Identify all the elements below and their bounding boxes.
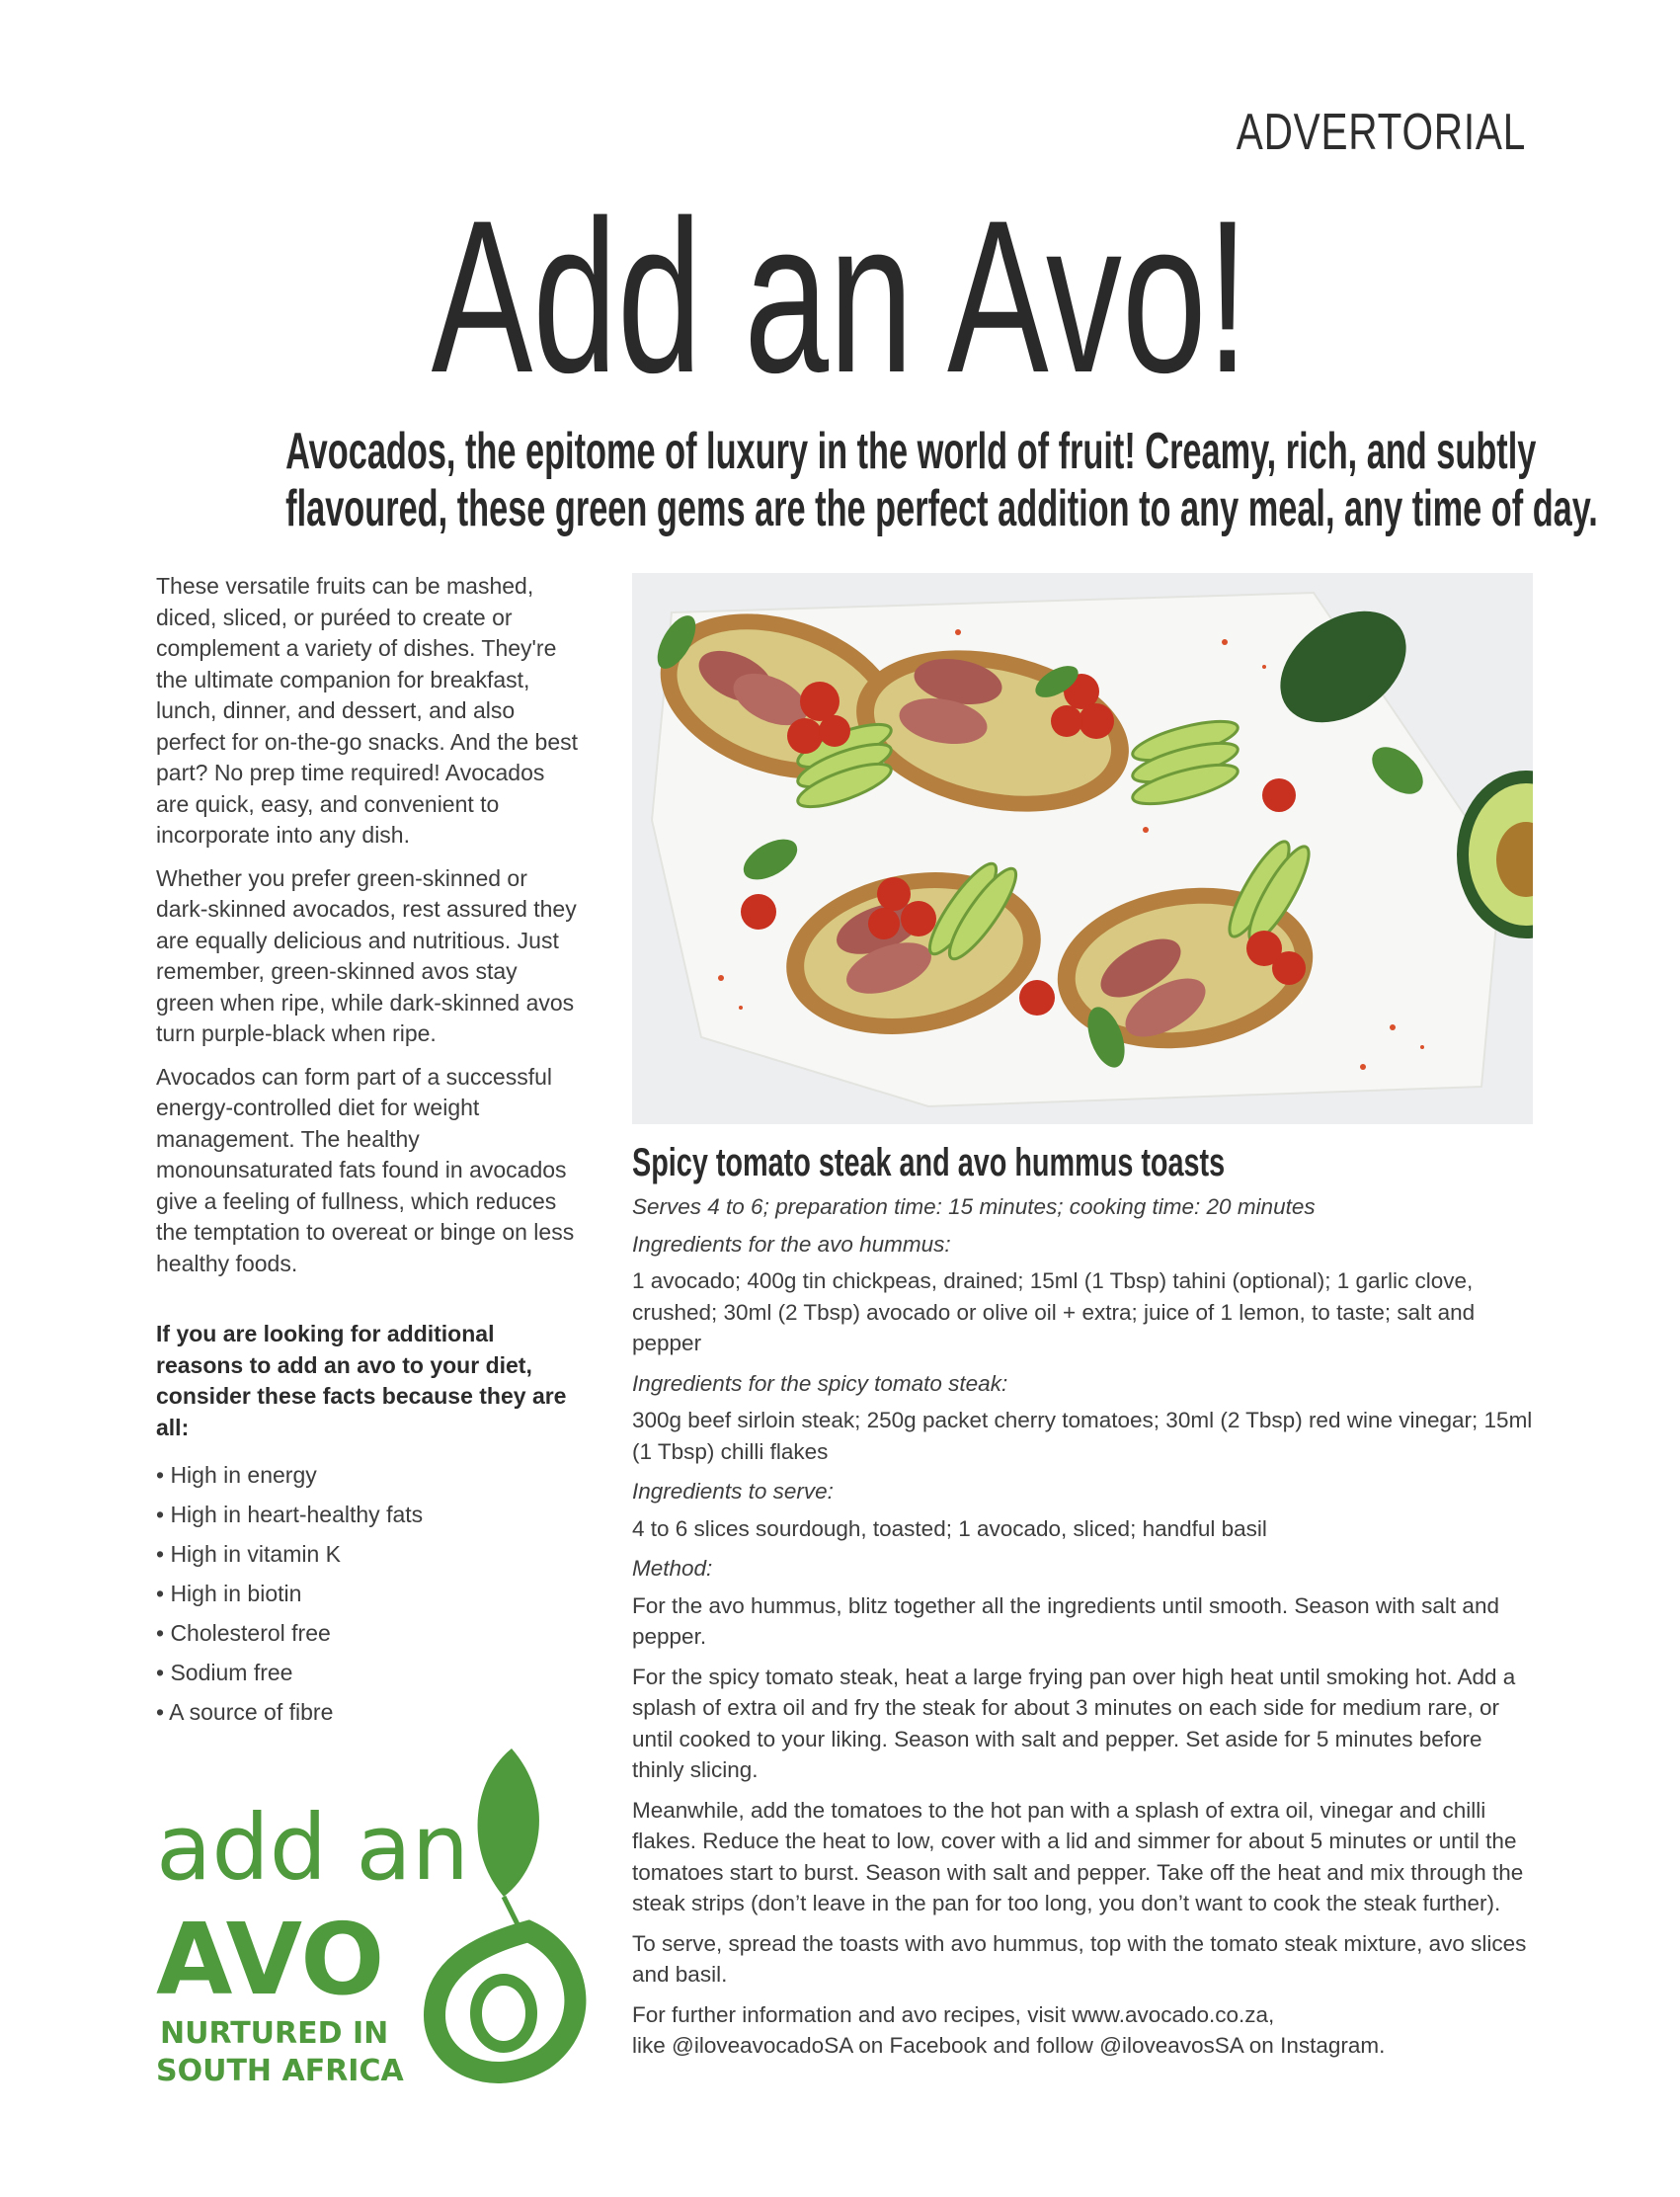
method-step-1: For the avo hummus, blitz together all the ingredients until smooth. Season with salt and pepper. — [632, 1592, 1499, 1649]
method-heading: Method: — [632, 1556, 713, 1581]
further-info-line-2: like @iloveavocadoSA on Facebook and follow @iloveavosSA on Instagram. — [632, 2033, 1386, 2058]
hummus-heading: Ingredients for the avo hummus: — [632, 1231, 951, 1257]
steak-ingredients: 300g beef sirloin steak; 250g packet cherry tomatoes; 30ml (2 Tbsp) red wine vinegar; 15ml (1 Tbsp) chilli flakes — [632, 1408, 1533, 1464]
further-info — [632, 1999, 1533, 2062]
fact-item: • A source of fibre — [156, 1699, 334, 1725]
paragraph-versatile: These versatile fruits can be mashed, diced, sliced, or puréed to create or complement a variety of dishes. They're the ultimate companion for breakfast, lunch, dinner, and dessert, and also perfect for on-the-go snacks. And the best part? No prep time required! Avocados are quick, easy, and convenient to incorporate into any dish. — [156, 573, 579, 848]
fact-item: • Sodium free — [156, 1660, 293, 1685]
serve-ingredients: 4 to 6 slices sourdough, toasted; 1 avocado, sliced; handful basil — [632, 1515, 1267, 1541]
method-step-2: For the spicy tomato steak, heat a large frying pan over high heat until smoking hot. Add a splash of extra oil and fry the steak for about 3 minutes on each side for medium rare, or until cooked to your liking. Season with salt and pepper. Set aside for 5 minutes before thinly slicing. — [632, 1664, 1516, 1782]
fact-item: • High in vitamin K — [156, 1541, 342, 1567]
method-step-4: To serve, spread the toasts with avo hummus, top with the tomato steak mixture, avo slices and basil. — [632, 1930, 1527, 1987]
facts-intro: If you are looking for additional reasons to add an avo to your diet, consider these facts because they are all: — [156, 1321, 567, 1440]
recipe-photo — [632, 573, 1533, 1124]
hummus-ingredients: 1 avocado; 400g tin chickpeas, drained; 15ml (1 Tbsp) tahini (optional); 1 garlic clove, crushed; 30ml (2 Tbsp) avocado or olive oil + extra; juice of 1 lemon, to taste; salt and pepper — [632, 1268, 1476, 1355]
intro-line-1: Avocados, the epitome of luxury in the world of fruit! Creamy, rich, and subtly — [285, 423, 1537, 480]
intro-text — [0, 423, 1680, 537]
page-title: Add an Avo! — [431, 175, 1249, 418]
recipe-title: Spicy tomato steak and avo hummus toasts — [632, 1141, 1226, 1184]
logo-line-1: add an — [156, 1795, 470, 1901]
left-column — [156, 571, 581, 1732]
recipe-serves: Serves 4 to 6; preparation time: 15 minutes; cooking time: 20 minutes — [632, 1194, 1316, 1219]
further-info-line-1: For further information and avo recipes, visit www.avocado.co.za, — [632, 2001, 1275, 2027]
paragraph-diet: Avocados can form part of a successful energy-controlled diet for weight management. The healthy monounsaturated fats found in avocados give a feeling of fullness, which reduces the temptation to overeat or binge on less healthy foods. — [156, 1063, 575, 1276]
logo-line-4: SOUTH AFRICA — [156, 2054, 404, 2088]
fact-item: • High in heart-healthy fats — [156, 1502, 424, 1527]
advertorial-label: ADVERTORIAL — [1236, 104, 1526, 161]
paragraph-skin-types: Whether you prefer green-skinned or dark-skinned avocados, rest assured they are equally delicious and nutritious. Just remember, green-skinned avos stay green when ripe, while dark-skinned avos turn purple-black when ripe. — [156, 864, 577, 1046]
logo-line-2: AVO — [156, 1902, 385, 2017]
steak-heading: Ingredients for the spicy tomato steak: — [632, 1370, 1008, 1396]
fact-item: • High in biotin — [156, 1581, 302, 1606]
add-an-avo-logo — [148, 1739, 602, 2094]
serve-heading: Ingredients to serve: — [632, 1479, 834, 1504]
facts-list — [156, 1455, 581, 1732]
leaf-icon — [478, 1749, 539, 1897]
fact-item: • High in energy — [156, 1462, 317, 1488]
method-step-3: Meanwhile, add the tomatoes to the hot pan with a splash of extra oil, vinegar and chilli flakes. Reduce the heat to low, cover with a lid and simmer for about 5 minutes or until the tomatoes start to burst. Season with salt and pepper. Take off the heat and mix through the steak strips (don’t leave in the pan for too long, you don’t want to cook the steak further). — [632, 1797, 1524, 1915]
logo-line-3: NURTURED IN — [160, 2016, 389, 2051]
intro-line-2: flavoured, these green gems are the perfect addition to any meal, any time of day. — [285, 480, 1598, 537]
recipe-column — [632, 1134, 1533, 2071]
fact-item: • Cholesterol free — [156, 1620, 331, 1646]
